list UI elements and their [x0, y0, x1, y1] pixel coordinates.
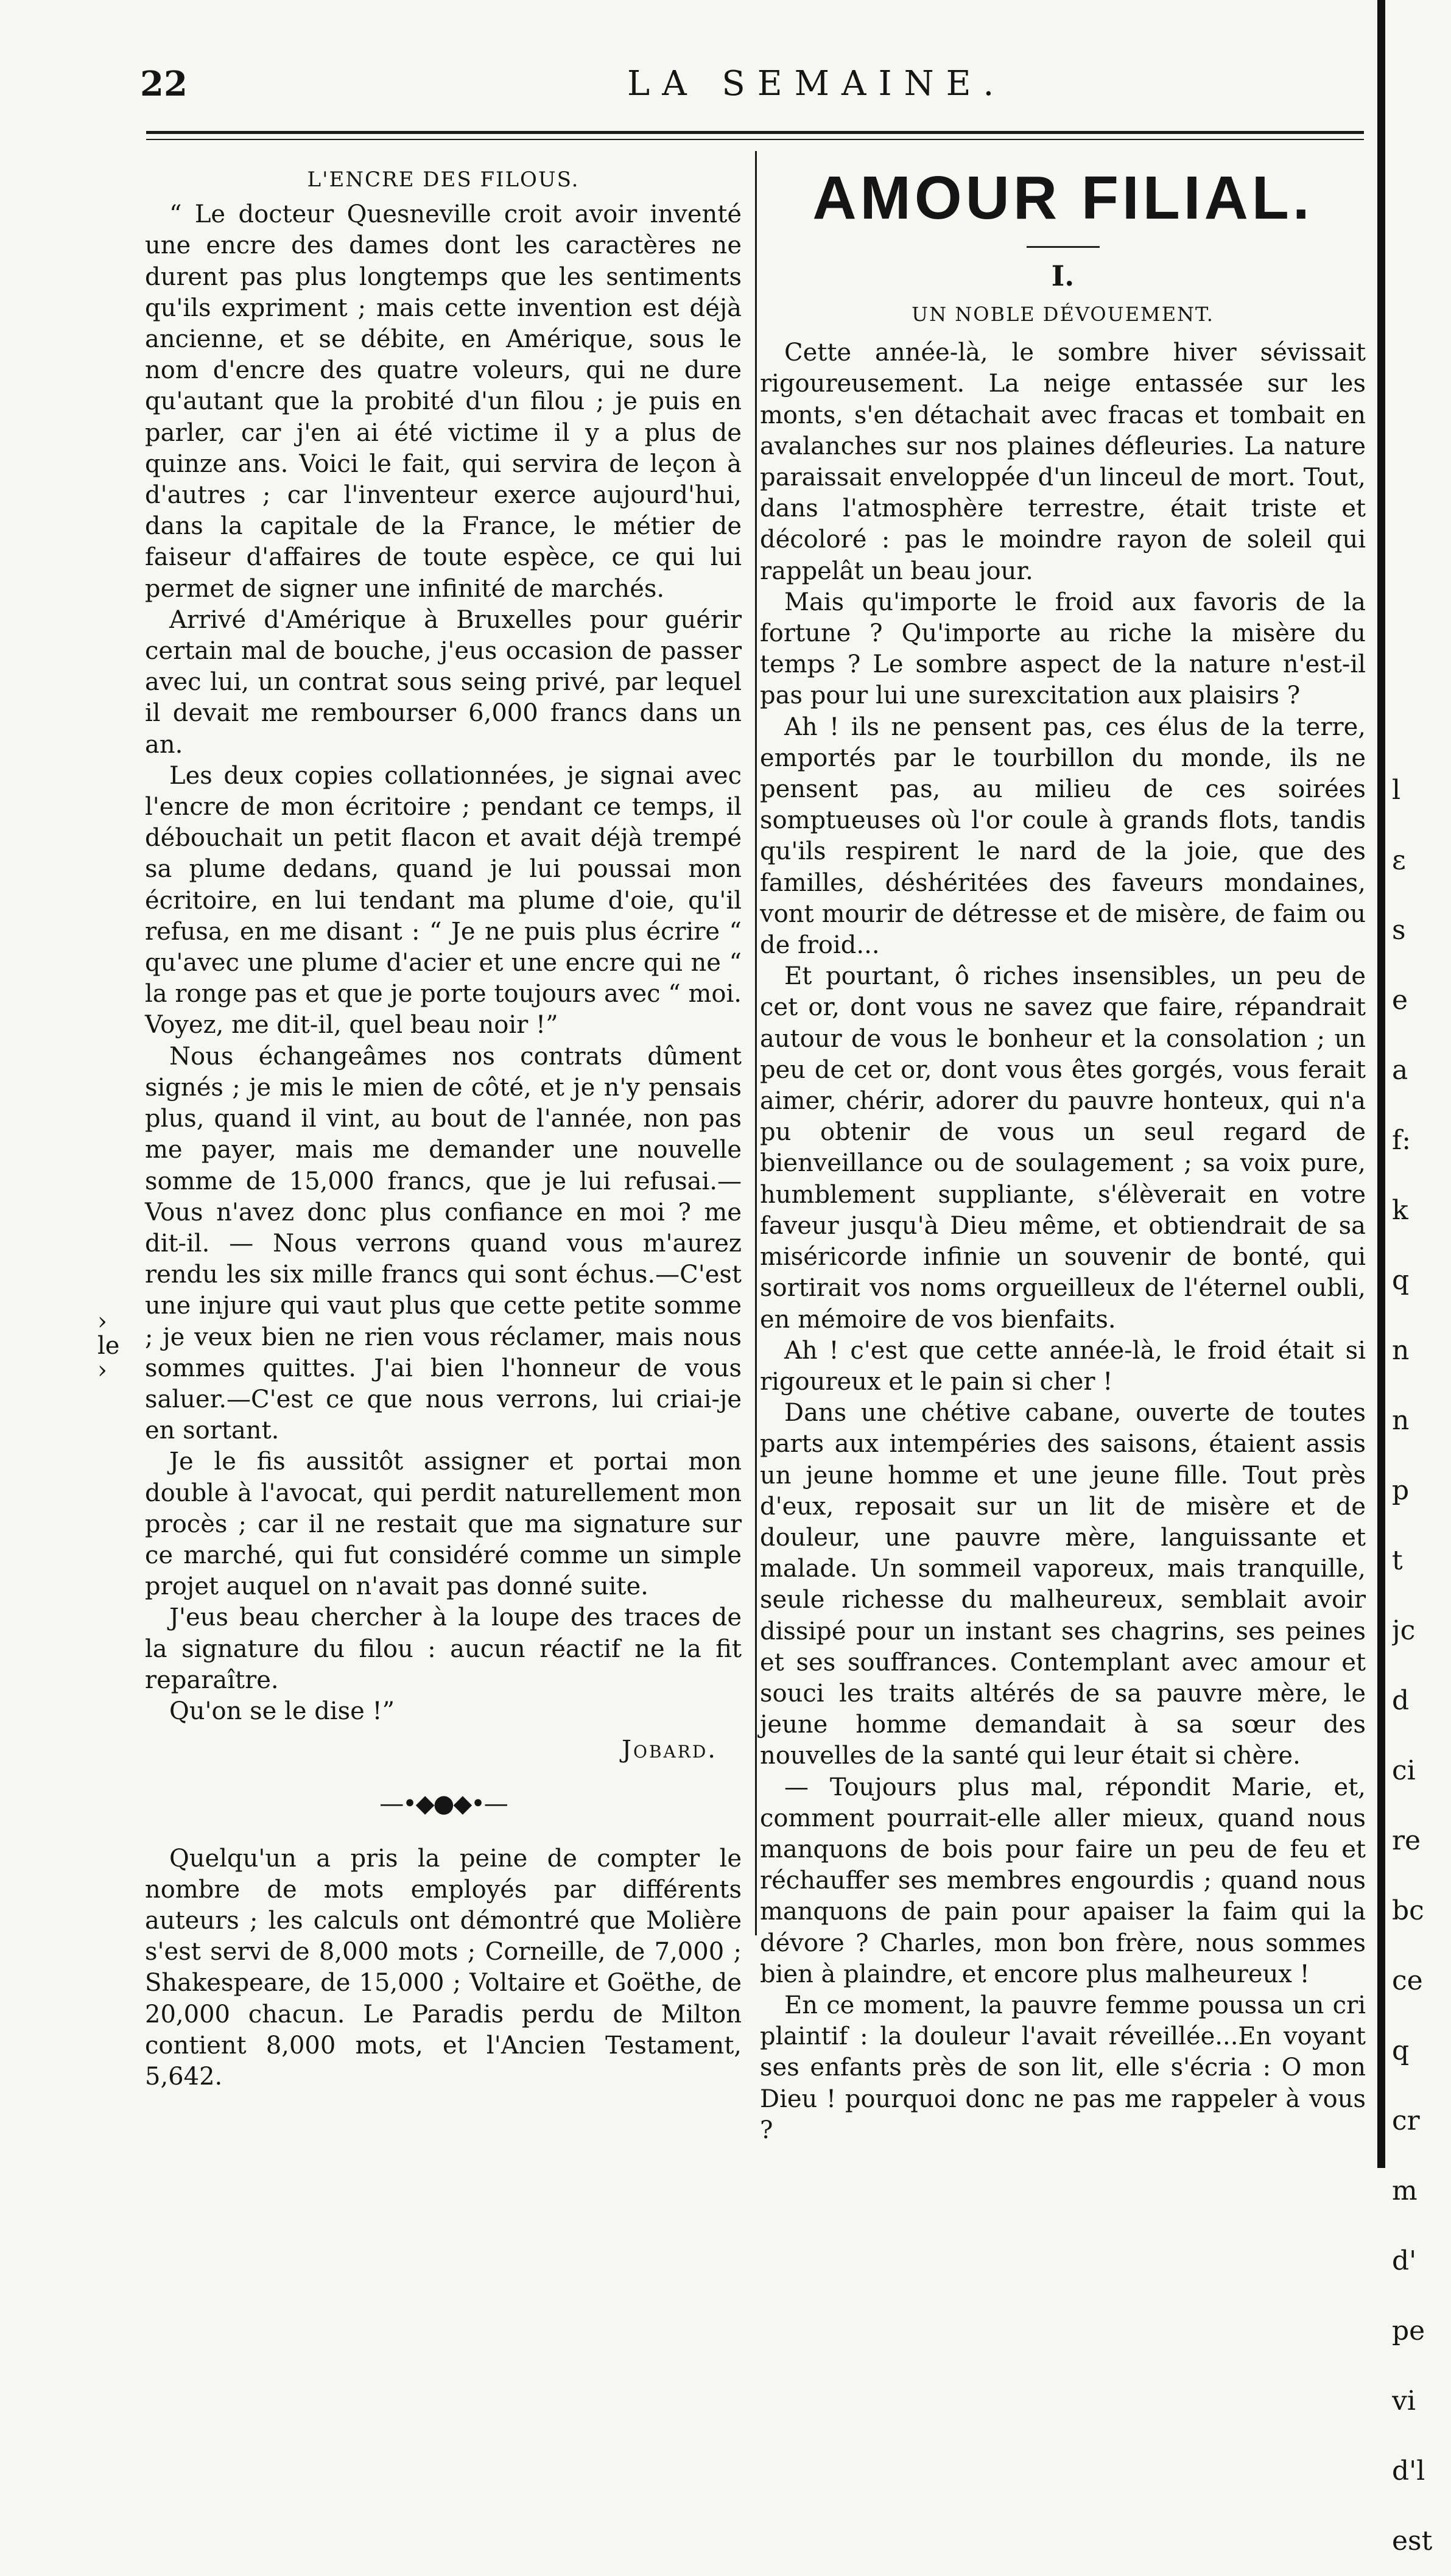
margin-fragment: jc — [1392, 1615, 1416, 1646]
margin-fragment: bc — [1392, 1895, 1424, 1926]
paragraph: J'eus beau chercher à la loupe des traces de la signature du filou : aucun réactif ne la fit reparaître. — [145, 1603, 742, 1694]
margin-fragment: d — [1392, 1685, 1410, 1716]
paragraph: Les deux copies collationnées, je signai avec l'encre de mon écritoire ; pendant ce temps, il débouchait un petit flacon et avait déjà trempé sa plume dedans, quand je lui poussai mon écritoire, en lui tendant ma plume d'oie, qu'il refusa, en me disant : “ Je ne puis plus écrire “ qu'avec une plume d'acier et une encre qui ne “ la ronge pas et que je porte toujours avec “ moi. Voyez, me dit-il, quel beau noir !” — [145, 761, 742, 1040]
article-title: L'ENCRE DES FILOUS. — [307, 167, 580, 192]
page-edge-bar — [1377, 0, 1385, 2168]
margin-fragment: f: — [1392, 1125, 1411, 1156]
page-header — [140, 64, 1364, 119]
margin-fragment: e — [1392, 985, 1408, 1016]
margin-fragment: s — [1392, 915, 1406, 946]
margin-fragment: q — [1392, 2035, 1410, 2066]
chapter-subtitle: UN NOBLE DÉVOUEMENT. — [912, 303, 1214, 326]
paragraph: Nous échangeâmes nos contrats dûment signés ; je mis le mien de côté, et je n'y pensais plus, quand il vint, au bout de l'année, non pas me payer, mais me demander une nouvelle somme de 15,000 francs, que je lui refusai.—Vous n'avez donc plus confiance en moi ? me dit-il. — Nous verrons quand vous m'aurez rendu les six mille francs qui sont échus.—C'est une injure qui vaut plus que cette petite somme ; je veux bien ne rien vous réclamer, mais nous sommes quittes. J'ai bien l'honneur de vous saluer.—C'est ce que nous verrons, lui criai-je en sortant. — [145, 1042, 742, 1445]
margin-fragment: ɛ — [1392, 845, 1406, 876]
margin-fragment: vi — [1392, 2385, 1416, 2416]
margin-fragment: l — [1392, 775, 1401, 806]
margin-fragment: t — [1392, 1545, 1403, 1576]
paragraph: Ah ! ils ne pensent pas, ces élus de la terre, emportés par le tourbillon du monde, ils ne pensent pas, au milieu de ces soirées somptueuses où l'or coule à grands flots, tandis qu'ils respirent le nard de la joie, que des familles, déshéritées des faveurs mondaines, vont mourir de détresse et de misère, de faim ou de froid... — [760, 713, 1366, 960]
margin-fragment: pe — [1392, 2315, 1425, 2346]
margin-fragment: ci — [1392, 1755, 1416, 1786]
column-separator — [755, 151, 757, 1935]
paragraph: Qu'on se le dise !” — [169, 1697, 395, 1725]
next-page-margin-fragments — [1392, 755, 1450, 2576]
paragraph: Arrivé d'Amérique à Bruxelles pour guérir certain mal de bouche, j'eus occasion de passer avec lui, un contrat sous seing privé, par lequel il devait me rembourser 6,000 francs dans un an. — [145, 605, 742, 759]
title-rule — [1027, 246, 1100, 248]
paragraph: En ce moment, la pauvre femme poussa un cri plaintif : la douleur l'avait réveillée...En voyant ses enfants près de son lit, elle s'écria : O mon Dieu ! pourquoi donc ne pas me rappeler à vous ? — [760, 1991, 1366, 2144]
left-margin-mark: › — [97, 1307, 107, 1336]
margin-fragment: est — [1392, 2525, 1433, 2557]
margin-fragment: n — [1392, 1405, 1410, 1436]
margin-fragment: p — [1392, 1475, 1410, 1506]
paragraph: Et pourtant, ô riches insensibles, un peu de cet or, dont vous ne savez que faire, répandrait autour de vous le bonheur et la consolation ; un peu de cet or, dont vous êtes gorgés, vous ferait aimer, chérir, adorer du pauvre honteux, qui n'a pu obtenir de vous un seul regard de bienveillance ou de soulagement ; sa voix pure, humblement suppliante, s'élèverait en votre faveur jusqu'à Dieu même, et obtiendrait de sa miséricorde infinie un souvenir de bonté, qui sortirait vos noms orgueilleux de l'éternel oubli, en mémoire de vos bienfaits. — [760, 962, 1366, 1334]
margin-fragment: a — [1392, 1055, 1408, 1086]
page-number: 22 — [140, 64, 188, 104]
margin-fragment: ce — [1392, 1965, 1423, 1996]
left-margin-mark: › — [97, 1356, 107, 1384]
margin-fragment: m — [1392, 2175, 1418, 2206]
paragraph: Dans une chétive cabane, ouverte de toutes parts aux intempéries des saisons, étaient assis un jeune homme et une jeune fille. Tout près d'eux, reposait sur un lit de misère et de douleur, une pauvre mère, languissante et malade. Un sommeil vaporeux, mais tranquille, seule richesse du malheureux, semblait avoir dissipé pour un instant ses chagrins, ses peines et ses souffrances. Contemplant avec amour et souci les traits altérés de sa pauvre mère, le jeune homme demandait à sa sœur des nouvelles de la santé qui leur était si chère. — [760, 1399, 1366, 1770]
note-paragraph: Quelqu'un a pris la peine de compter le nombre de mots employés par différents auteurs ; les calculs ont démontré que Molière s'est servi de 8,000 mots ; Corneille, de 7,000 ; Shakespeare, de 15,000 ; Voltaire et Goëthe, de 20,000 chacun. Le Paradis perdu de Milton contient 8,000 mots, et l'Ancien Testament, 5,642. — [145, 1844, 742, 2091]
paragraph: — Toujours plus mal, répondit Marie, et, comment pourrait-elle aller mieux, quand nous manquons de bois pour faire un peu de feu et réchauffer ses membres engourdis ; quand nous manquons de pain pour apaiser la faim qui la dévore ? Charles, mon bon frère, nous sommes bien à plaindre, et encore plus malheureux ! — [760, 1773, 1366, 1988]
header-rule-thin — [146, 139, 1364, 140]
paragraph: Je le fis aussitôt assigner et portai mon double à l'avocat, qui perdit naturellement mon procès ; car il ne restait que ma signature sur ce marché, qui fut considéré comme un simple projet auquel on n'avait pas donné suite. — [145, 1448, 742, 1601]
ornament-divider: —•◆●◆•— — [379, 1790, 507, 1818]
paragraph: Mais qu'importe le froid aux favoris de la fortune ? Qu'importe au riche la misère du temps ? Le sombre aspect de la nature n'est-il pas pour lui une surexcitation aux plaisirs ? — [760, 588, 1366, 710]
margin-fragment: re — [1392, 1825, 1421, 1856]
margin-fragment: q — [1392, 1265, 1410, 1296]
left-margin-mark: le — [97, 1332, 120, 1360]
paragraph: “ Le docteur Quesneville croit avoir inventé une encre des dames dont les caractères ne durent pas plus longtemps que les sentiments qu'ils expriment ; mais cette invention est déjà ancienne, et se débite, en Amérique, sous le nom d'encre des quatre voleurs, qui ne dure qu'autant que la probité d'un filou ; je puis en parler, car j'en ai été victime il y a plus de quinze ans. Voici le fait, qui servira de leçon à d'autres ; car l'inventeur exerce aujourd'hui, dans la capitale de la France, le métier de faiseur d'affaires de toute espèce, ce qui lui permet de signer une infinité de marchés. — [145, 200, 742, 603]
running-title: LA SEMAINE. — [627, 64, 1007, 104]
author-signature: Jobard. — [621, 1736, 717, 1764]
margin-fragment: d'l — [1392, 2455, 1425, 2486]
paragraph: Ah ! c'est que cette année-là, le froid était si rigoureux et le pain si cher ! — [760, 1336, 1366, 1396]
right-column — [760, 164, 1366, 2146]
left-column — [145, 164, 742, 2092]
chapter-number: I. — [1051, 259, 1075, 292]
margin-fragment: n — [1392, 1335, 1410, 1366]
margin-fragment: cr — [1392, 2105, 1420, 2136]
left-margin-marks — [97, 1309, 119, 1382]
header-rule-thick — [146, 131, 1364, 134]
story-title: AMOUR FILIAL. — [812, 164, 1313, 232]
margin-fragment: d' — [1392, 2245, 1417, 2276]
margin-fragment: k — [1392, 1195, 1408, 1226]
paragraph: Cette année-là, le sombre hiver sévissait rigoureusement. La neige entassée sur les monts, s'en détachait avec fracas et tombait en avalanches sur nos plaines défleuries. La nature paraissait enveloppée d'un linceul de mort. Tout, dans l'atmosphère terrestre, était triste et décoloré : pas le moindre rayon de soleil qui rappelât un beau jour. — [760, 339, 1366, 585]
